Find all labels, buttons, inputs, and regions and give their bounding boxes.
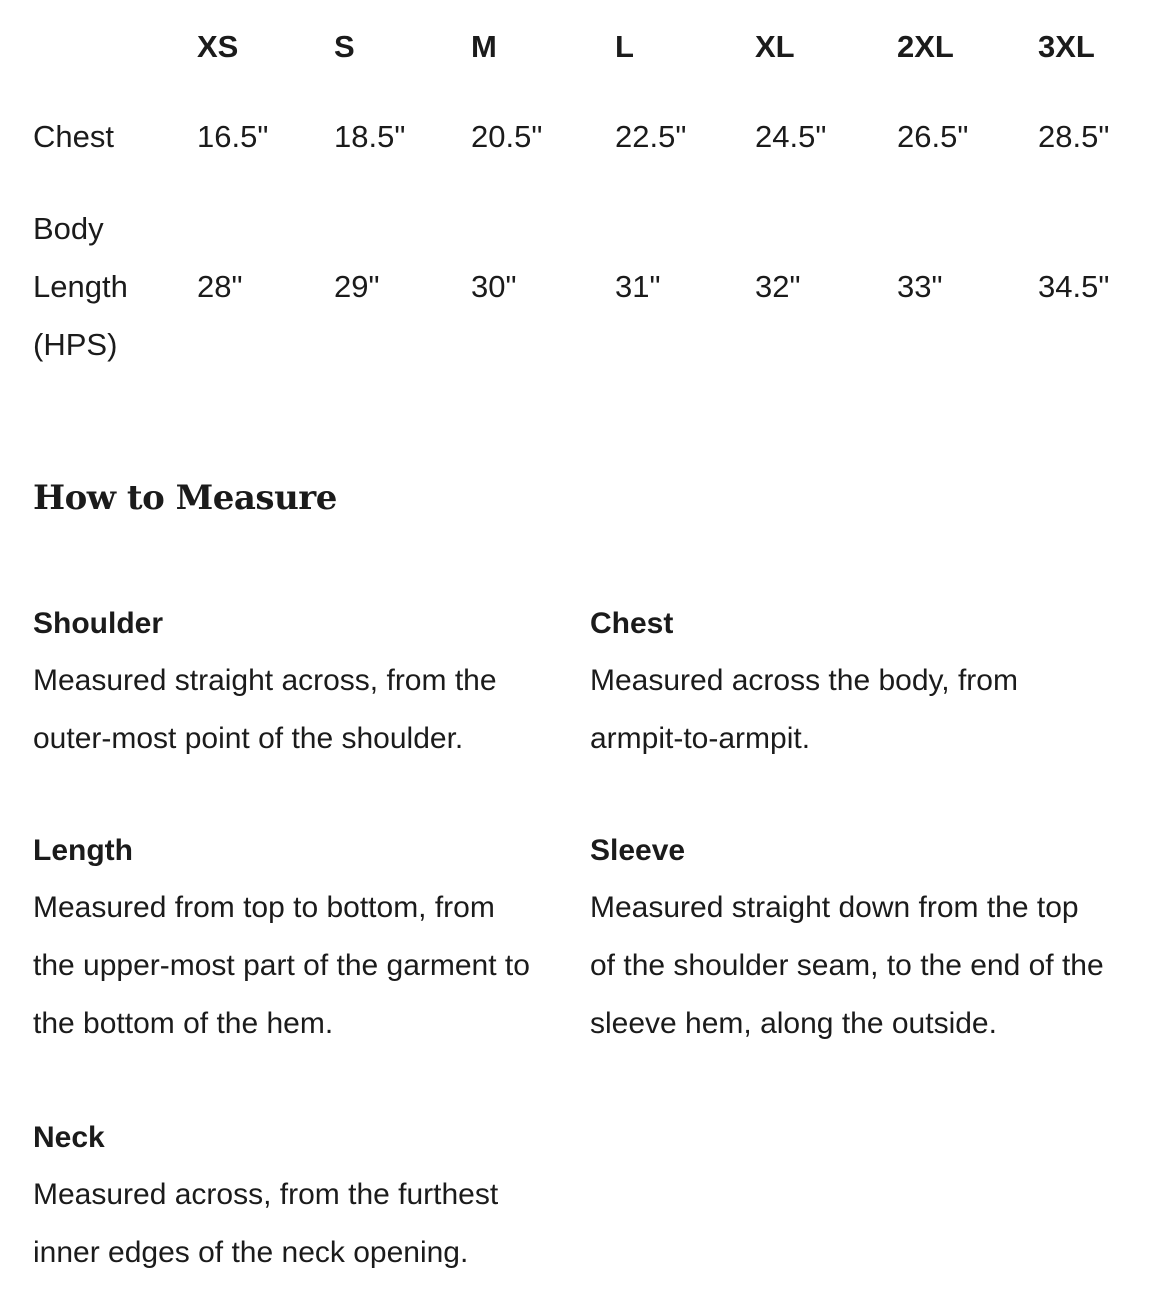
measure-item-chest xyxy=(590,596,1130,768)
measure-desc-line: outer-most point of the shoulder. xyxy=(33,722,464,755)
chest-value-xl: 24.5" xyxy=(755,119,827,154)
length-value-xs: 28" xyxy=(197,269,243,304)
row-label-chest: Chest xyxy=(33,119,114,154)
row-label-body-length-line3: (HPS) xyxy=(33,327,118,362)
measure-item-neck xyxy=(33,1110,573,1282)
measure-desc-line: the bottom of the hem. xyxy=(33,1007,334,1040)
chest-value-3xl: 28.5" xyxy=(1038,119,1110,154)
measure-desc-line: Measured from top to bottom, from xyxy=(33,891,495,924)
row-label-body-length-line1: Body xyxy=(33,211,104,246)
size-header-xl: XL xyxy=(755,29,795,64)
row-label-body-length-line2: Length xyxy=(33,269,128,304)
length-value-3xl: 34.5" xyxy=(1038,269,1110,304)
length-value-l: 31" xyxy=(615,269,661,304)
length-value-m: 30" xyxy=(471,269,517,304)
chest-value-s: 18.5" xyxy=(334,119,406,154)
length-value-s: 29" xyxy=(334,269,380,304)
measure-title-shoulder: Shoulder xyxy=(33,607,164,640)
size-header-l: L xyxy=(615,29,634,64)
measure-desc-line: inner edges of the neck opening. xyxy=(33,1236,469,1269)
measure-title-neck: Neck xyxy=(33,1121,105,1154)
measure-desc-line: of the shoulder seam, to the end of the xyxy=(590,949,1104,982)
measure-item-length xyxy=(33,823,573,1053)
measure-title-sleeve: Sleeve xyxy=(590,834,686,867)
length-value-xl: 32" xyxy=(755,269,801,304)
chest-value-l: 22.5" xyxy=(615,119,687,154)
measure-desc-line: Measured straight across, from the xyxy=(33,664,497,697)
measure-desc-line: the upper-most part of the garment to xyxy=(33,949,530,982)
size-header-m: M xyxy=(471,29,497,64)
size-header-3xl: 3XL xyxy=(1038,29,1095,64)
how-to-measure-title: How to Measure xyxy=(33,478,337,518)
chest-value-xs: 16.5" xyxy=(197,119,269,154)
chest-value-m: 20.5" xyxy=(471,119,543,154)
measure-item-sleeve xyxy=(590,823,1130,1053)
measure-desc-line: Measured across the body, from xyxy=(590,664,1018,697)
size-header-xs: XS xyxy=(197,29,239,64)
measure-desc-line: armpit-to-armpit. xyxy=(590,722,811,755)
measure-desc-line: Measured across, from the furthest xyxy=(33,1178,499,1211)
chest-value-2xl: 26.5" xyxy=(897,119,969,154)
length-value-2xl: 33" xyxy=(897,269,943,304)
size-header-2xl: 2XL xyxy=(897,29,954,64)
measure-item-shoulder xyxy=(33,596,573,768)
measure-title-chest: Chest xyxy=(590,607,674,640)
measure-desc-line: sleeve hem, along the outside. xyxy=(590,1007,997,1040)
size-header-s: S xyxy=(334,29,355,64)
measure-desc-line: Measured straight down from the top xyxy=(590,891,1079,924)
measure-title-length: Length xyxy=(33,834,133,867)
